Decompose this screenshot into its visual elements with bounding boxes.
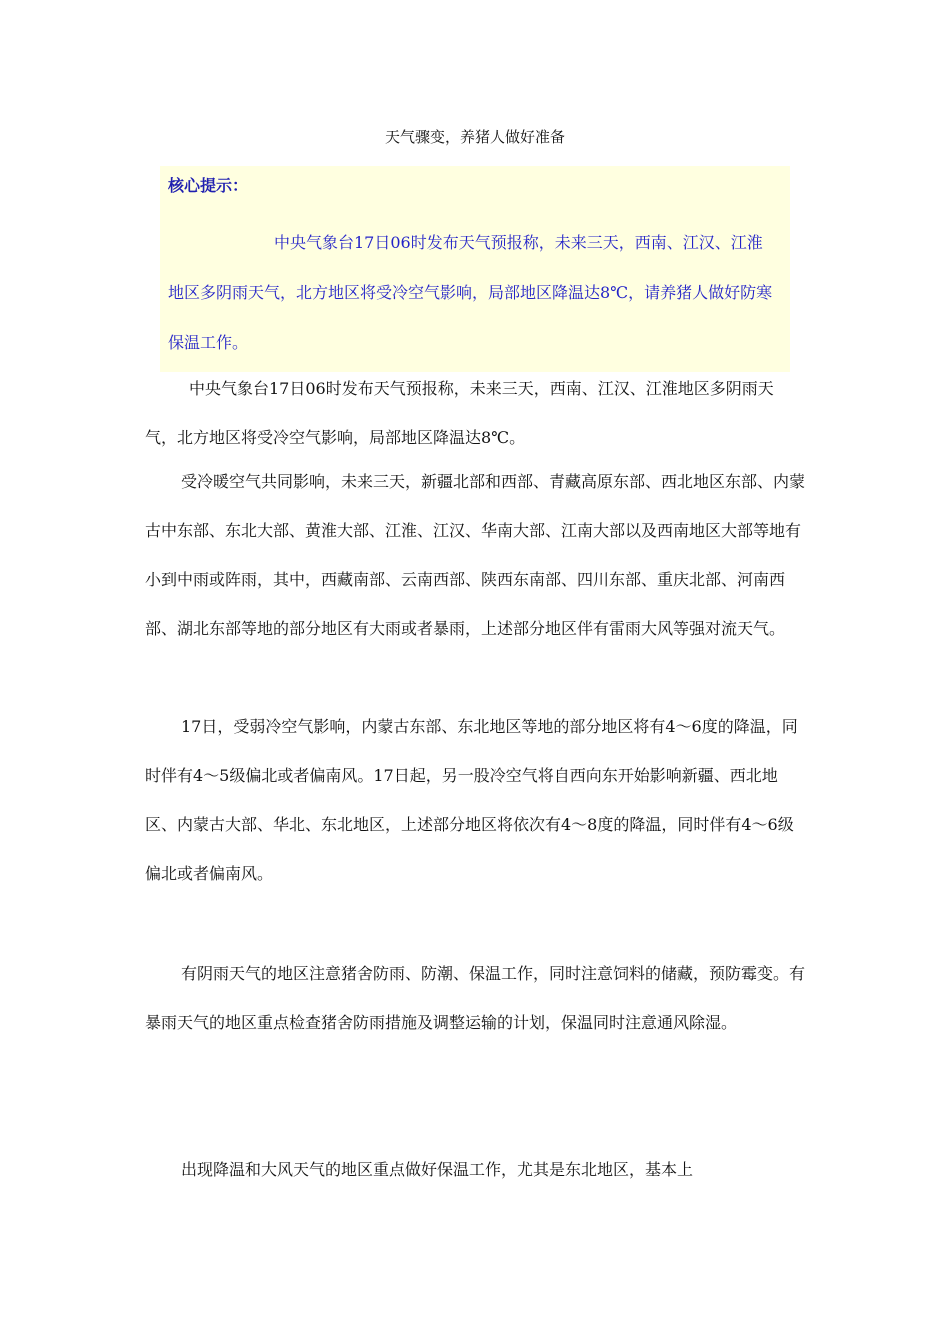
document-title: 天气骤变，养猪人做好准备 (384, 128, 565, 146)
paragraph-5: 出现降温和大风天气的地区重点做好保温工作，尤其是东北地区，基本上 (181, 1160, 694, 1179)
core-tip-text: 中央气象台17日06时发布天气预报称，未来三天，西南、江汉、江淮地区多阴雨天气，北方地区将受冷空气影响，局部地区降温达8℃，请养猪人做好防寒保温工作。 (168, 233, 773, 352)
core-tip-box (160, 166, 790, 372)
paragraph-3: 17日，受弱冷空气影响，内蒙古东部、东北地区等地的部分地区将有4～6度的降温，同时伴有4～5级偏北或者偏南风。17日起，另一股冷空气将自西向东开始影响新疆、西北地区、内蒙古大部、华北、东北地区，上述部分地区将依次有4～8度的降温，同时伴有4～6级偏北或者偏南风。 (145, 717, 798, 883)
paragraph-4: 有阴雨天气的地区注意猪舍防雨、防潮、保温工作，同时注意饲料的储藏，预防霉变。有暴雨天气的地区重点检查猪舍防雨措施及调整运输的计划，保温同时注意通风除湿。 (145, 964, 806, 1032)
core-tip-label: 核心提示： (168, 176, 249, 195)
paragraph-1: 中央气象台17日06时发布天气预报称，未来三天，西南、江汉、江淮地区多阴雨天气，北方地区将受冷空气影响，局部地区降温达8℃。 (145, 379, 774, 447)
paragraph-2: 受冷暖空气共同影响，未来三天，新疆北部和西部、青藏高原东部、西北地区东部、内蒙古中东部、东北大部、黄淮大部、江淮、江汉、华南大部、江南大部以及西南地区大部等地有小到中雨或阵雨，其中，西藏南部、云南西部、陕西东南部、四川东部、重庆北部、河南西部、湖北东部等地的部分地区有大雨或者暴雨，上述部分地区伴有雷雨大风等强对流天气。 (145, 472, 806, 638)
